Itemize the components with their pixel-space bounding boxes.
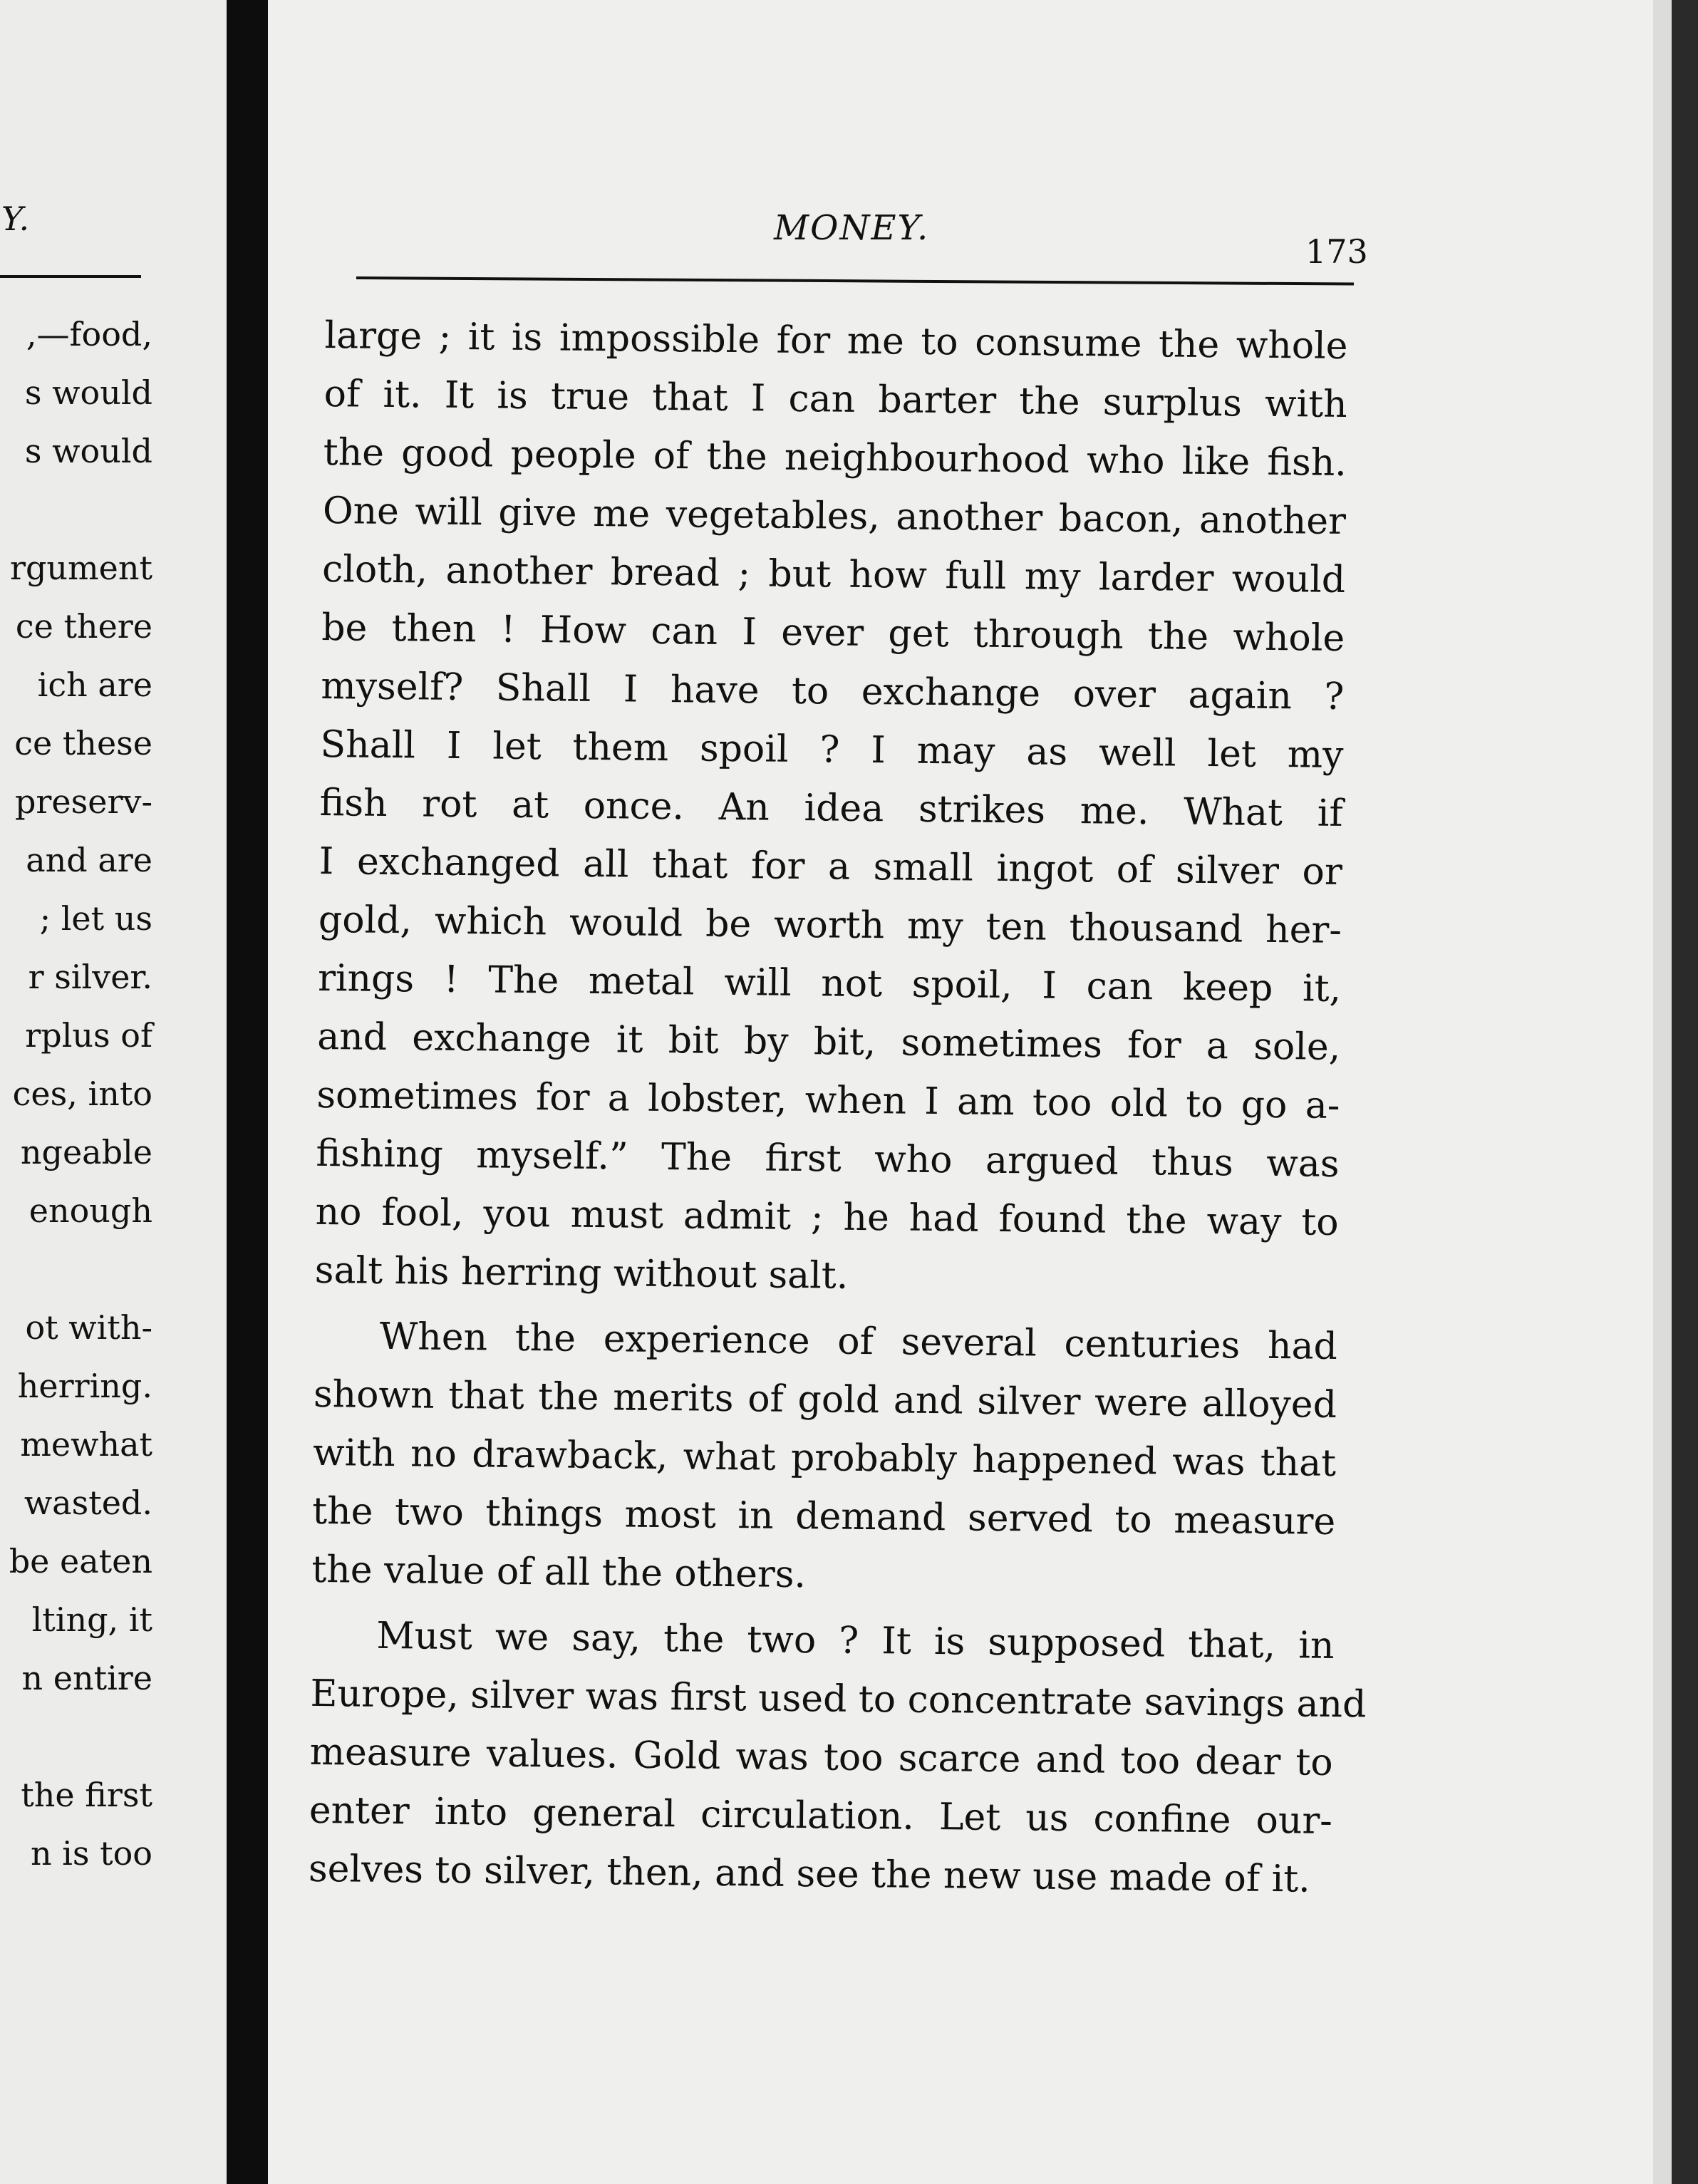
left-line: ich are bbox=[37, 666, 152, 704]
left-line: rplus of bbox=[25, 1016, 152, 1055]
book-gutter bbox=[227, 0, 268, 2184]
left-line: ce these bbox=[14, 724, 152, 762]
left-line: r silver. bbox=[28, 958, 152, 996]
text-line: fish rot at once. An idea strikes me. What if bbox=[319, 781, 1343, 835]
left-line: wasted. bbox=[24, 1484, 152, 1522]
text-line: the good people of the neighbourhood who like fish. bbox=[323, 430, 1347, 485]
text-line: I exchanged all that for a small ingot of silver or bbox=[319, 839, 1343, 894]
left-line: preserv- bbox=[14, 782, 152, 821]
left-head-rule bbox=[0, 275, 141, 278]
text-line: the value of all the others. bbox=[311, 1548, 807, 1597]
left-line: ces, into bbox=[12, 1075, 152, 1113]
text-line: with no drawback, what probably happened was that bbox=[312, 1431, 1337, 1485]
left-line: the first bbox=[21, 1776, 152, 1814]
left-line: lting, it bbox=[31, 1600, 152, 1639]
page-edge bbox=[1653, 0, 1672, 2184]
text-line: the two things most in demand served to measure bbox=[311, 1489, 1336, 1543]
text-line: selves to silver, then, and see the new use made of it. bbox=[308, 1847, 1311, 1901]
left-line: s would bbox=[24, 432, 152, 470]
text-line: Must we say, the two ? It is supposed that, in bbox=[376, 1614, 1335, 1667]
text-line: large ; it is impossible for me to consume the whole bbox=[324, 314, 1348, 368]
left-line: rgument bbox=[9, 549, 152, 587]
text-line: of it. It is true that I can barter the surplus with bbox=[323, 372, 1347, 427]
left-facing-page bbox=[0, 0, 227, 2184]
text-line: no fool, you must admit ; he had found the way to bbox=[315, 1190, 1339, 1244]
text-line: shown that the merits of gold and silver were alloyed bbox=[313, 1372, 1337, 1427]
paragraph-2 bbox=[311, 1307, 1337, 1610]
left-line: n entire bbox=[21, 1659, 152, 1697]
left-line: ce there bbox=[15, 607, 152, 646]
text-line: One will give me vegetables, another bacon, another bbox=[322, 489, 1347, 544]
running-head-title: MONEY. bbox=[774, 208, 930, 248]
left-line: mewhat bbox=[20, 1425, 152, 1464]
text-line: rings ! The metal will not spoil, I can keep it, bbox=[317, 956, 1342, 1010]
text-line: be then ! How can I ever get through the whole bbox=[321, 606, 1345, 661]
text-line: Shall I let them spoil ? I may as well let my bbox=[320, 723, 1344, 777]
text-line: salt his herring without salt. bbox=[314, 1248, 849, 1298]
left-line: be eaten bbox=[9, 1542, 152, 1580]
text-line: fishing myself.” The first who argued thus was bbox=[316, 1132, 1340, 1186]
text-line: gold, which would be worth my ten thousand her- bbox=[318, 898, 1342, 952]
left-running-head-fragment: Y. bbox=[1, 200, 30, 238]
text-line: myself? Shall I have to exchange over again ? bbox=[321, 664, 1345, 719]
left-line: and are bbox=[26, 841, 152, 879]
text-line: cloth, another bread ; but how full my larder would bbox=[321, 547, 1346, 602]
scan-border bbox=[1672, 0, 1698, 2184]
paragraph-3 bbox=[308, 1606, 1367, 1909]
text-line: enter into general circulation. Let us confine our- bbox=[309, 1789, 1333, 1843]
left-line: s would bbox=[24, 373, 152, 412]
left-line: n is too bbox=[30, 1834, 152, 1873]
text-line: and exchange it bit by bit, sometimes for a sole, bbox=[316, 1015, 1341, 1069]
left-line: herring. bbox=[17, 1367, 152, 1405]
body-text bbox=[308, 306, 1367, 1909]
paragraph-1 bbox=[314, 306, 1348, 1310]
text-line: measure values. Gold was too scarce and too dear to bbox=[309, 1730, 1333, 1784]
left-line: ,—food, bbox=[26, 315, 152, 353]
left-line: ngeable bbox=[20, 1133, 152, 1171]
left-line: ot with- bbox=[25, 1308, 152, 1347]
text-line: When the experience of several centuries had bbox=[379, 1315, 1338, 1368]
left-line: enough bbox=[29, 1191, 152, 1230]
text-line: Europe, silver was first used to concentrate savings and bbox=[310, 1672, 1367, 1727]
text-line: sometimes for a lobster, when I am too old to go a- bbox=[316, 1073, 1340, 1127]
left-line: ; let us bbox=[39, 899, 152, 938]
page-number: 173 bbox=[1305, 232, 1368, 271]
